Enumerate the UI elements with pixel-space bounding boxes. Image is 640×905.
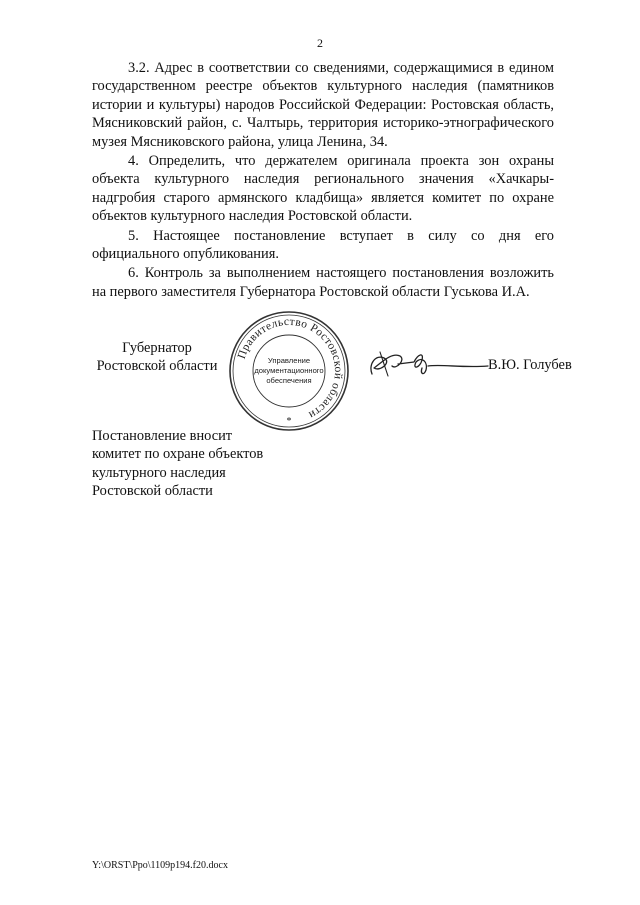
submitter-line4: Ростовской области [92,483,213,500]
signature-block [0,315,640,436]
governor-title [92,339,222,376]
paragraph-3-2: 3.2. Адрес в соответствии со сведениями, содержащимися в едином государственном реестре объектов культурного наследия (памятников истории и культуры) народов Российской Федерации: Ростовская область, Мясниковский район, с. Чалтырь, территория историко-этнографического музея Мясниковского района, улица Ленина, 34. [92,60,554,150]
seal-inner-line3: обеспечения [266,376,312,385]
paragraph-4: 4. Определить, что держателем оригинала проекта зон охраны объекта культурного наследия регионального значения «Хачкары-надгробия старого армянского кладбища» является комитет по охране объектов культурного наследия Ростовской области. [92,153,554,225]
submitter-line1: Постановление вносит [92,428,233,444]
governor-title-line1: Губернатор [122,340,192,356]
official-seal [228,310,350,432]
document-body [92,59,554,302]
governor-title-line2: Ростовской области [96,358,218,375]
page-number: 2 [317,36,323,50]
svg-text:*: * [286,416,292,427]
submitter-note [92,427,312,501]
paragraph-5: 5. Настоящее постановление вступает в силу со дня его официального опубликования. [92,227,554,263]
seal-ring-text: Правительство Ростовской области [235,315,345,422]
signer-name: В.Ю. Голубев [488,357,572,373]
seal-inner-line2: документационного [254,366,324,375]
footer-file-path: Y:\ORST\Ppo\1109p194.f20.docx [92,860,228,871]
paragraph-6: 6. Контроль за выполнением настоящего постановления возложить на первого заместителя Губернатора Ростовской области Гуськова И.А. [92,265,554,300]
submitter-line2: комитет по охране объектов [92,446,264,463]
handwritten-signature-icon [362,344,492,384]
seal-inner-line1: Управление [267,356,311,365]
submitter-line3: культурного наследия [92,464,226,481]
seal-inner-text [253,335,325,407]
